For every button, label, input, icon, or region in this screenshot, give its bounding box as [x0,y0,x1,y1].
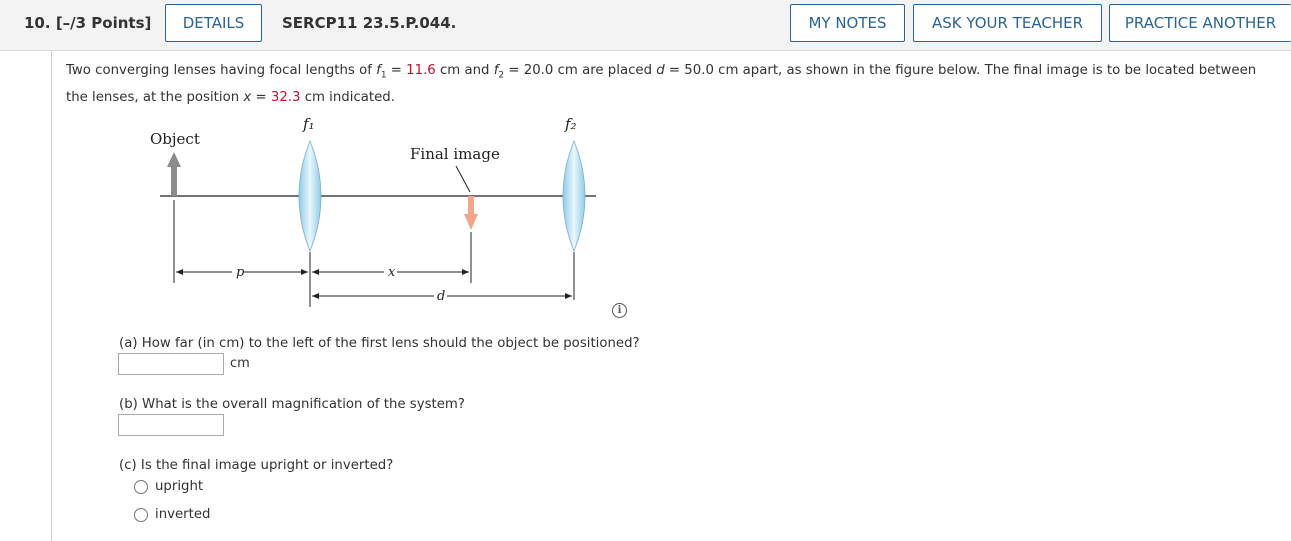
radio-inverted-label: inverted [155,507,211,522]
x-symbol: x [243,89,252,105]
radio-upright-label: upright [155,479,204,494]
d-symbol: d [656,63,665,78]
radio-upright[interactable] [134,480,148,494]
f1-value: 11.6 [406,63,436,78]
lens-2 [563,141,585,251]
final-image-label: Final image [410,145,500,163]
info-icon[interactable]: i [612,303,627,318]
problem-equals-2: = [251,89,271,105]
radio-upright-option[interactable] [134,479,203,494]
f2-subscript: 2 [498,70,505,81]
points-text: [–/3 Points] [55,14,152,32]
answer-a-input[interactable] [118,353,224,375]
final-image-pointer [456,166,470,192]
my-notes-button[interactable]: MY NOTES [790,4,905,42]
p-label: p [236,265,245,280]
lens-1 [299,141,321,251]
f1-symbol: f [376,63,381,78]
object-arrow [167,152,181,196]
question-b-text: (b) What is the overall magnification of the system? [119,397,465,412]
d-label: d [437,289,446,304]
problem-text-1: Two converging lenses having focal lengths of [66,63,377,78]
problem-equals-1: = [386,63,407,78]
answer-a-unit: cm [230,356,250,371]
problem-text-5: cm indicated. [300,89,395,105]
f2-symbol: f [493,63,499,78]
f1-label: f₁ [303,115,315,133]
x-value: 32.3 [270,89,301,105]
details-button[interactable]: DETAILS [165,4,262,42]
problem-text-3: = 20.0 cm are placed [504,63,657,78]
answer-b-input[interactable] [118,414,224,436]
problem-code: SERCP11 23.5.P.044. [282,14,457,32]
practice-another-button[interactable]: PRACTICE ANOTHER [1109,4,1291,42]
radio-inverted-option[interactable] [134,507,210,522]
problem-text-4: = 50.0 cm apart, as shown in the figure below. The final image is to be located between the lenses, at the position [66,63,1257,105]
x-label: x [388,265,396,280]
f1-subscript: 1 [380,70,387,81]
problem-text-2: cm and [435,63,494,78]
radio-inverted[interactable] [134,508,148,522]
question-c-text: (c) Is the final image upright or inverted? [119,458,394,473]
final-image-arrow [464,196,478,230]
object-label: Object [150,130,200,148]
ask-your-teacher-button[interactable]: ASK YOUR TEACHER [913,4,1102,42]
f2-label: f₂ [565,115,577,133]
question-a-text: (a) How far (in cm) to the left of the first lens should the object be positioned? [119,336,640,351]
question-number-text: 10. [24,14,51,32]
